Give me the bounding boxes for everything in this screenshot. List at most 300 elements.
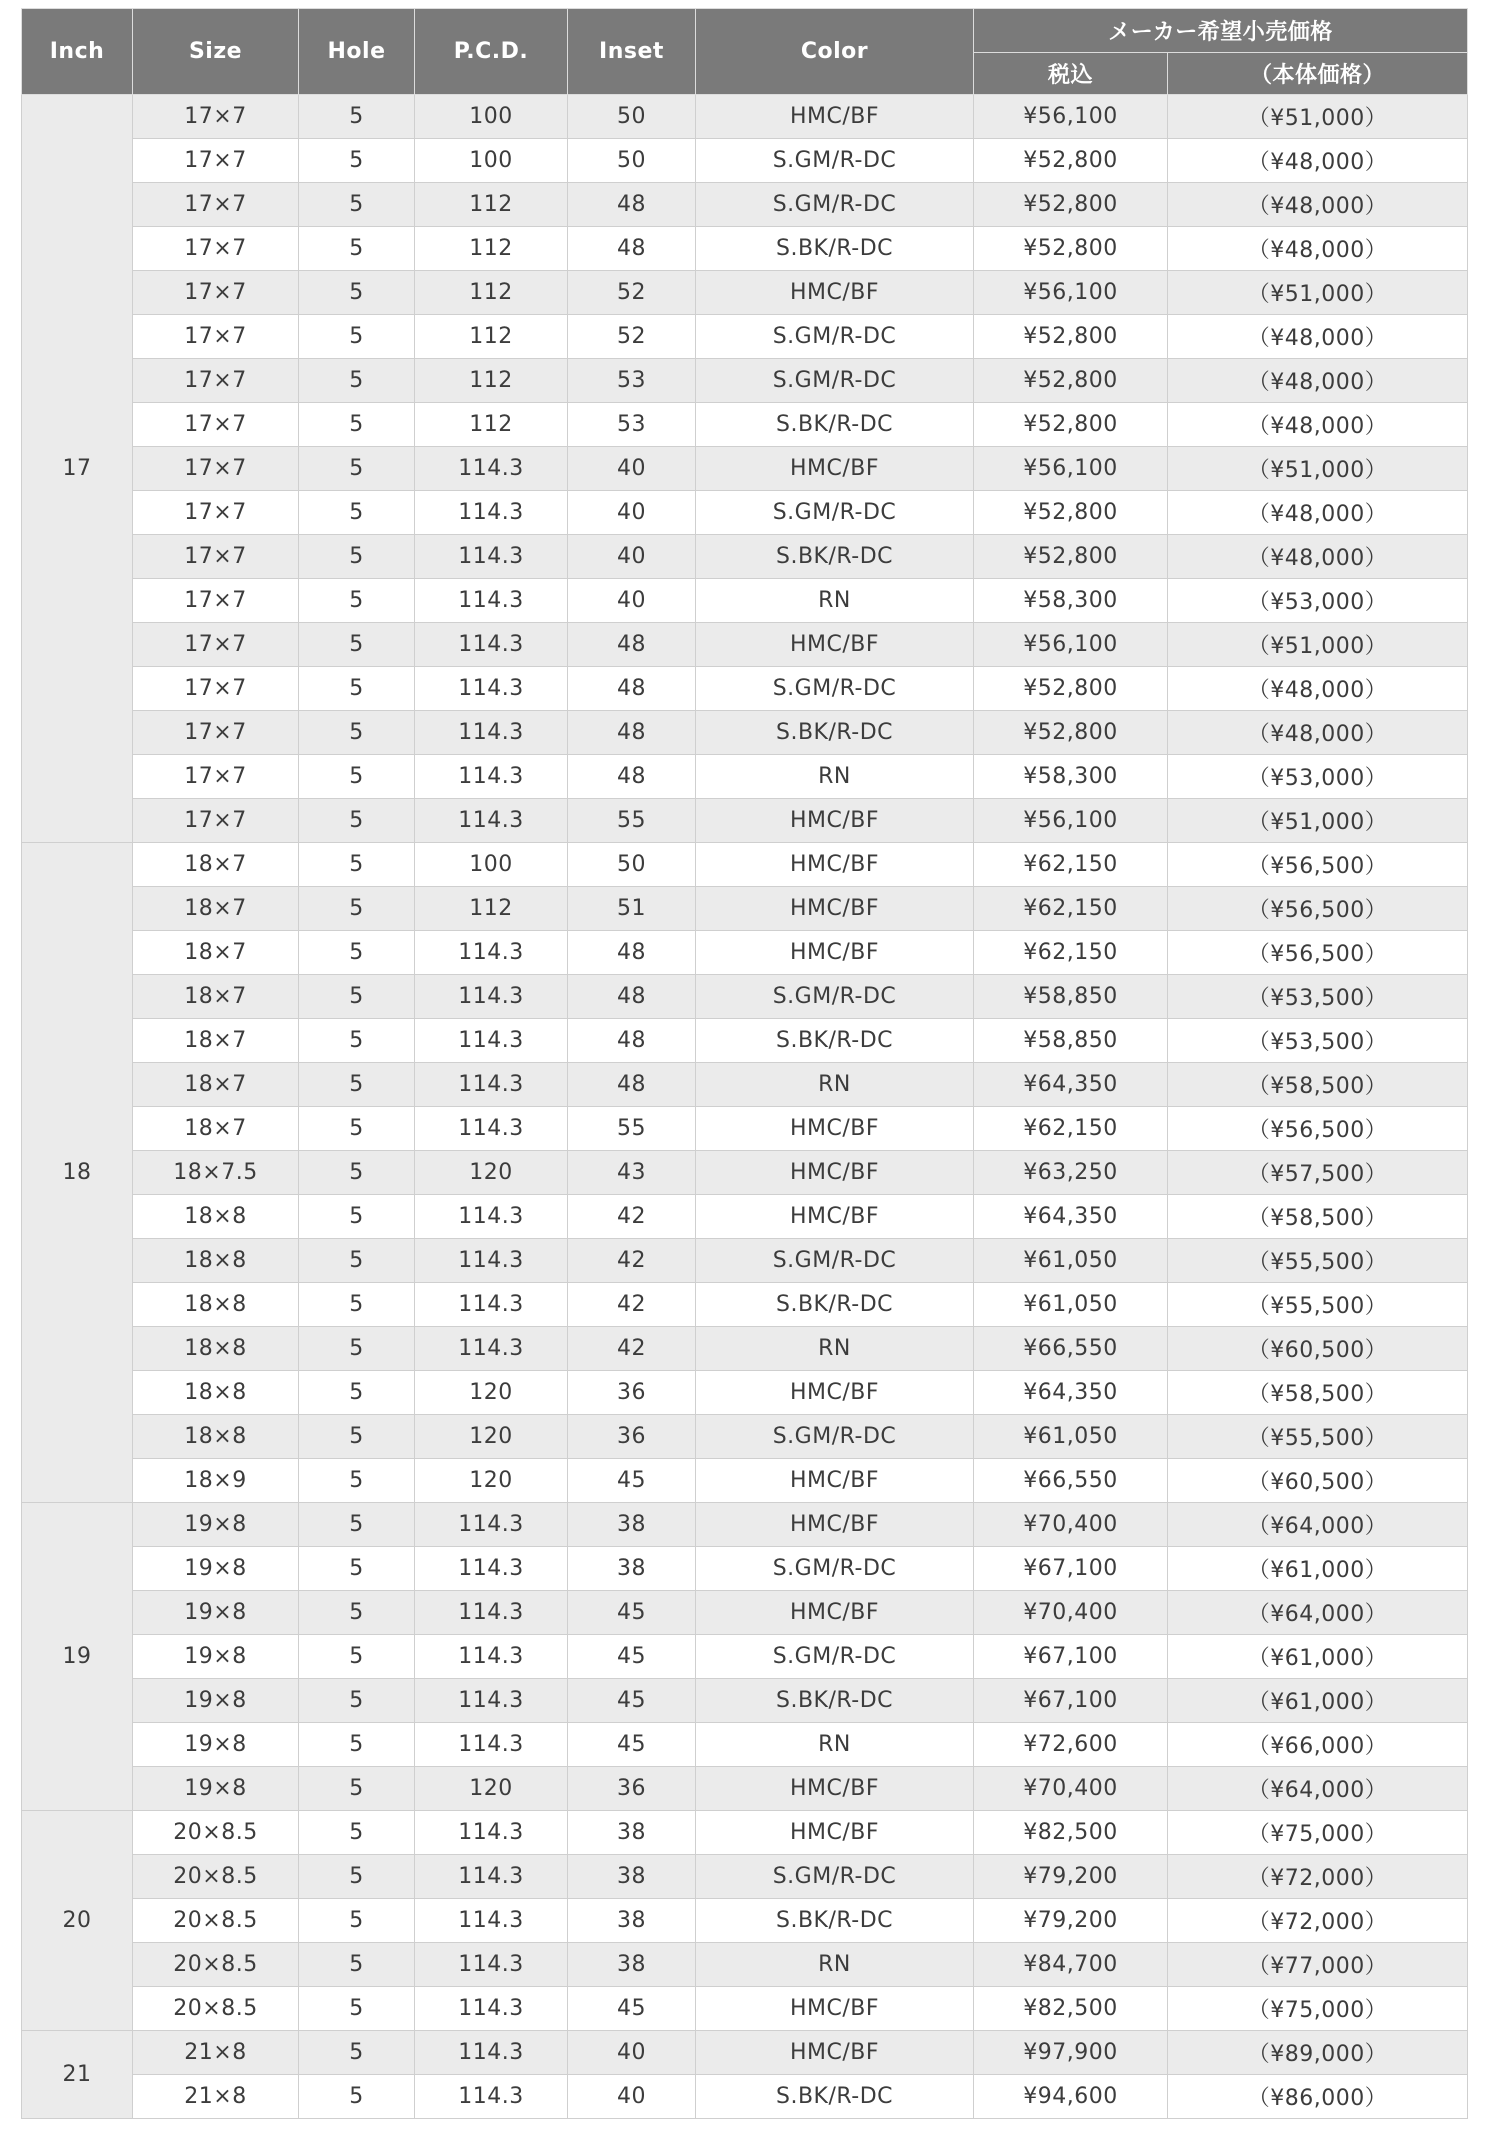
- color-cell: RN: [696, 579, 974, 623]
- hole-cell: 5: [299, 1459, 415, 1503]
- price-tax-cell: ¥70,400: [974, 1767, 1168, 1811]
- table-row: [22, 1415, 1468, 1459]
- price-tax-cell: ¥56,100: [974, 623, 1168, 667]
- size-cell: 19×8: [133, 1591, 299, 1635]
- hole-cell: 5: [299, 1195, 415, 1239]
- pcd-cell: 114.3: [415, 1899, 568, 1943]
- table-row: [22, 1503, 1468, 1547]
- pcd-cell: 114.3: [415, 799, 568, 843]
- price-base-cell: （¥64,000）: [1168, 1767, 1468, 1811]
- price-base-cell: （¥55,500）: [1168, 1415, 1468, 1459]
- table-row: [22, 843, 1468, 887]
- color-cell: S.GM/R-DC: [696, 183, 974, 227]
- table-row: [22, 1855, 1468, 1899]
- pcd-cell: 114.3: [415, 579, 568, 623]
- price-tax-cell: ¥52,800: [974, 359, 1168, 403]
- table-row: [22, 1063, 1468, 1107]
- header-color: Color: [696, 9, 974, 95]
- price-base-cell: （¥48,000）: [1168, 139, 1468, 183]
- inset-cell: 38: [568, 1943, 696, 1987]
- size-cell: 17×7: [133, 271, 299, 315]
- price-base-cell: （¥48,000）: [1168, 403, 1468, 447]
- size-cell: 20×8.5: [133, 1811, 299, 1855]
- price-tax-cell: ¥97,900: [974, 2031, 1168, 2075]
- inset-cell: 48: [568, 227, 696, 271]
- hole-cell: 5: [299, 843, 415, 887]
- price-base-cell: （¥48,000）: [1168, 535, 1468, 579]
- pcd-cell: 114.3: [415, 1811, 568, 1855]
- inset-cell: 43: [568, 1151, 696, 1195]
- table-row: [22, 491, 1468, 535]
- size-cell: 18×7: [133, 1063, 299, 1107]
- price-tax-cell: ¥62,150: [974, 843, 1168, 887]
- inch-group-cell: 17: [22, 95, 133, 843]
- size-cell: 17×7: [133, 667, 299, 711]
- hole-cell: 5: [299, 1679, 415, 1723]
- inset-cell: 42: [568, 1283, 696, 1327]
- color-cell: HMC/BF: [696, 1107, 974, 1151]
- table-row: [22, 579, 1468, 623]
- price-tax-cell: ¥58,850: [974, 1019, 1168, 1063]
- pcd-cell: 100: [415, 139, 568, 183]
- hole-cell: 5: [299, 183, 415, 227]
- price-base-cell: （¥53,000）: [1168, 755, 1468, 799]
- header-pcd: P.C.D.: [415, 9, 568, 95]
- inset-cell: 52: [568, 315, 696, 359]
- inset-cell: 45: [568, 1635, 696, 1679]
- price-tax-cell: ¥61,050: [974, 1415, 1168, 1459]
- price-tax-cell: ¥82,500: [974, 1987, 1168, 2031]
- table-row: [22, 1151, 1468, 1195]
- hole-cell: 5: [299, 755, 415, 799]
- hole-cell: 5: [299, 667, 415, 711]
- inset-cell: 40: [568, 491, 696, 535]
- table-row: [22, 1723, 1468, 1767]
- price-tax-cell: ¥66,550: [974, 1459, 1168, 1503]
- table-row: [22, 1987, 1468, 2031]
- size-cell: 17×7: [133, 139, 299, 183]
- pcd-cell: 114.3: [415, 1107, 568, 1151]
- color-cell: S.BK/R-DC: [696, 1283, 974, 1327]
- inset-cell: 40: [568, 535, 696, 579]
- size-cell: 17×7: [133, 227, 299, 271]
- header-size: Size: [133, 9, 299, 95]
- pcd-cell: 114.3: [415, 1591, 568, 1635]
- color-cell: S.GM/R-DC: [696, 139, 974, 183]
- price-base-cell: （¥72,000）: [1168, 1855, 1468, 1899]
- color-cell: HMC/BF: [696, 1371, 974, 1415]
- inset-cell: 36: [568, 1415, 696, 1459]
- hole-cell: 5: [299, 227, 415, 271]
- table-row: [22, 1899, 1468, 1943]
- price-tax-cell: ¥62,150: [974, 887, 1168, 931]
- hole-cell: 5: [299, 1371, 415, 1415]
- table-row: [22, 271, 1468, 315]
- inset-cell: 55: [568, 1107, 696, 1151]
- price-tax-cell: ¥79,200: [974, 1855, 1168, 1899]
- color-cell: HMC/BF: [696, 799, 974, 843]
- color-cell: S.GM/R-DC: [696, 491, 974, 535]
- size-cell: 19×8: [133, 1679, 299, 1723]
- size-cell: 17×7: [133, 315, 299, 359]
- price-base-cell: （¥64,000）: [1168, 1503, 1468, 1547]
- hole-cell: 5: [299, 139, 415, 183]
- pcd-cell: 114.3: [415, 931, 568, 975]
- hole-cell: 5: [299, 1943, 415, 1987]
- pcd-cell: 114.3: [415, 1679, 568, 1723]
- hole-cell: 5: [299, 1591, 415, 1635]
- color-cell: S.BK/R-DC: [696, 1899, 974, 1943]
- price-tax-cell: ¥52,800: [974, 227, 1168, 271]
- table-row: [22, 1943, 1468, 1987]
- price-base-cell: （¥51,000）: [1168, 447, 1468, 491]
- table-row: [22, 1195, 1468, 1239]
- table-row: [22, 1327, 1468, 1371]
- size-cell: 17×7: [133, 403, 299, 447]
- pcd-cell: 114.3: [415, 975, 568, 1019]
- color-cell: HMC/BF: [696, 623, 974, 667]
- pcd-cell: 100: [415, 95, 568, 139]
- table-row: [22, 755, 1468, 799]
- price-base-cell: （¥75,000）: [1168, 1987, 1468, 2031]
- color-cell: HMC/BF: [696, 95, 974, 139]
- pcd-cell: 120: [415, 1767, 568, 1811]
- color-cell: S.GM/R-DC: [696, 667, 974, 711]
- pcd-cell: 112: [415, 887, 568, 931]
- color-cell: S.GM/R-DC: [696, 1855, 974, 1899]
- price-tax-cell: ¥67,100: [974, 1679, 1168, 1723]
- hole-cell: 5: [299, 1327, 415, 1371]
- inset-cell: 42: [568, 1327, 696, 1371]
- hole-cell: 5: [299, 95, 415, 139]
- size-cell: 17×7: [133, 535, 299, 579]
- price-base-cell: （¥56,500）: [1168, 931, 1468, 975]
- price-base-cell: （¥86,000）: [1168, 2075, 1468, 2119]
- pcd-cell: 112: [415, 359, 568, 403]
- hole-cell: 5: [299, 1283, 415, 1327]
- pcd-cell: 114.3: [415, 2031, 568, 2075]
- inset-cell: 45: [568, 1679, 696, 1723]
- price-tax-cell: ¥56,100: [974, 447, 1168, 491]
- inset-cell: 45: [568, 1591, 696, 1635]
- inset-cell: 53: [568, 403, 696, 447]
- size-cell: 17×7: [133, 447, 299, 491]
- price-tax-cell: ¥52,800: [974, 535, 1168, 579]
- pcd-cell: 114.3: [415, 623, 568, 667]
- size-cell: 17×7: [133, 623, 299, 667]
- color-cell: RN: [696, 1943, 974, 1987]
- price-tax-cell: ¥67,100: [974, 1547, 1168, 1591]
- color-cell: S.GM/R-DC: [696, 1239, 974, 1283]
- pcd-cell: 114.3: [415, 447, 568, 491]
- pcd-cell: 114.3: [415, 2075, 568, 2119]
- inset-cell: 48: [568, 755, 696, 799]
- inset-cell: 38: [568, 1899, 696, 1943]
- inset-cell: 52: [568, 271, 696, 315]
- pcd-cell: 114.3: [415, 667, 568, 711]
- inset-cell: 55: [568, 799, 696, 843]
- hole-cell: 5: [299, 491, 415, 535]
- hole-cell: 5: [299, 1855, 415, 1899]
- price-tax-cell: ¥62,150: [974, 1107, 1168, 1151]
- size-cell: 17×7: [133, 711, 299, 755]
- hole-cell: 5: [299, 799, 415, 843]
- hole-cell: 5: [299, 1239, 415, 1283]
- table-row: [22, 799, 1468, 843]
- hole-cell: 5: [299, 1503, 415, 1547]
- table-row: [22, 95, 1468, 139]
- size-cell: 17×7: [133, 491, 299, 535]
- inset-cell: 36: [568, 1371, 696, 1415]
- table-row: [22, 1635, 1468, 1679]
- hole-cell: 5: [299, 359, 415, 403]
- inset-cell: 48: [568, 623, 696, 667]
- color-cell: S.BK/R-DC: [696, 1679, 974, 1723]
- hole-cell: 5: [299, 1811, 415, 1855]
- hole-cell: 5: [299, 931, 415, 975]
- hole-cell: 5: [299, 1107, 415, 1151]
- color-cell: HMC/BF: [696, 2031, 974, 2075]
- size-cell: 17×7: [133, 579, 299, 623]
- header-base-price: （本体価格）: [1168, 53, 1468, 95]
- size-cell: 18×7: [133, 931, 299, 975]
- color-cell: RN: [696, 1327, 974, 1371]
- table-row: [22, 887, 1468, 931]
- pcd-cell: 112: [415, 403, 568, 447]
- table-row: [22, 139, 1468, 183]
- pcd-cell: 114.3: [415, 711, 568, 755]
- pcd-cell: 114.3: [415, 1547, 568, 1591]
- pcd-cell: 114.3: [415, 1195, 568, 1239]
- inset-cell: 38: [568, 1503, 696, 1547]
- table-row: [22, 183, 1468, 227]
- inset-cell: 48: [568, 667, 696, 711]
- pcd-cell: 120: [415, 1459, 568, 1503]
- color-cell: S.BK/R-DC: [696, 2075, 974, 2119]
- table-row: [22, 1679, 1468, 1723]
- price-base-cell: （¥48,000）: [1168, 491, 1468, 535]
- color-cell: HMC/BF: [696, 931, 974, 975]
- inset-cell: 48: [568, 183, 696, 227]
- price-base-cell: （¥61,000）: [1168, 1547, 1468, 1591]
- price-base-cell: （¥48,000）: [1168, 315, 1468, 359]
- pcd-cell: 114.3: [415, 1635, 568, 1679]
- price-base-cell: （¥61,000）: [1168, 1635, 1468, 1679]
- inset-cell: 38: [568, 1855, 696, 1899]
- table-row: [22, 359, 1468, 403]
- color-cell: HMC/BF: [696, 271, 974, 315]
- price-base-cell: （¥75,000）: [1168, 1811, 1468, 1855]
- price-base-cell: （¥53,500）: [1168, 975, 1468, 1019]
- inset-cell: 45: [568, 1987, 696, 2031]
- pcd-cell: 112: [415, 183, 568, 227]
- price-tax-cell: ¥52,800: [974, 491, 1168, 535]
- size-cell: 18×8: [133, 1195, 299, 1239]
- pcd-cell: 114.3: [415, 755, 568, 799]
- hole-cell: 5: [299, 271, 415, 315]
- size-cell: 19×8: [133, 1723, 299, 1767]
- table-row: [22, 1283, 1468, 1327]
- price-tax-cell: ¥62,150: [974, 931, 1168, 975]
- price-tax-cell: ¥70,400: [974, 1503, 1168, 1547]
- price-tax-cell: ¥67,100: [974, 1635, 1168, 1679]
- hole-cell: 5: [299, 2075, 415, 2119]
- inch-group-cell: 21: [22, 2031, 133, 2119]
- hole-cell: 5: [299, 2031, 415, 2075]
- size-cell: 18×8: [133, 1327, 299, 1371]
- pcd-cell: 120: [415, 1371, 568, 1415]
- price-base-cell: （¥57,500）: [1168, 1151, 1468, 1195]
- price-base-cell: （¥48,000）: [1168, 183, 1468, 227]
- size-cell: 18×8: [133, 1371, 299, 1415]
- color-cell: HMC/BF: [696, 1503, 974, 1547]
- color-cell: S.BK/R-DC: [696, 1019, 974, 1063]
- inset-cell: 48: [568, 975, 696, 1019]
- wheel-price-table: [21, 8, 1468, 2119]
- color-cell: HMC/BF: [696, 1767, 974, 1811]
- price-base-cell: （¥64,000）: [1168, 1591, 1468, 1635]
- price-tax-cell: ¥52,800: [974, 667, 1168, 711]
- size-cell: 20×8.5: [133, 1855, 299, 1899]
- price-base-cell: （¥61,000）: [1168, 1679, 1468, 1723]
- price-tax-cell: ¥66,550: [974, 1327, 1168, 1371]
- pcd-cell: 114.3: [415, 535, 568, 579]
- color-cell: S.GM/R-DC: [696, 1635, 974, 1679]
- price-tax-cell: ¥52,800: [974, 139, 1168, 183]
- inch-group-cell: 20: [22, 1811, 133, 2031]
- table-row: [22, 2031, 1468, 2075]
- table-row: [22, 975, 1468, 1019]
- pcd-cell: 114.3: [415, 1723, 568, 1767]
- price-tax-cell: ¥64,350: [974, 1063, 1168, 1107]
- table-row: [22, 1767, 1468, 1811]
- hole-cell: 5: [299, 1151, 415, 1195]
- inset-cell: 42: [568, 1239, 696, 1283]
- hole-cell: 5: [299, 1723, 415, 1767]
- table-row: [22, 447, 1468, 491]
- inset-cell: 45: [568, 1459, 696, 1503]
- pcd-cell: 100: [415, 843, 568, 887]
- hole-cell: 5: [299, 887, 415, 931]
- table-row: [22, 1591, 1468, 1635]
- inset-cell: 48: [568, 1019, 696, 1063]
- inset-cell: 50: [568, 95, 696, 139]
- price-tax-cell: ¥79,200: [974, 1899, 1168, 1943]
- inset-cell: 45: [568, 1723, 696, 1767]
- price-base-cell: （¥66,000）: [1168, 1723, 1468, 1767]
- color-cell: HMC/BF: [696, 447, 974, 491]
- table-header: [22, 9, 1468, 95]
- inset-cell: 40: [568, 2031, 696, 2075]
- table-row: [22, 535, 1468, 579]
- color-cell: S.GM/R-DC: [696, 315, 974, 359]
- color-cell: HMC/BF: [696, 1811, 974, 1855]
- price-base-cell: （¥51,000）: [1168, 95, 1468, 139]
- color-cell: HMC/BF: [696, 1195, 974, 1239]
- color-cell: HMC/BF: [696, 887, 974, 931]
- color-cell: S.GM/R-DC: [696, 975, 974, 1019]
- hole-cell: 5: [299, 535, 415, 579]
- inset-cell: 42: [568, 1195, 696, 1239]
- size-cell: 21×8: [133, 2031, 299, 2075]
- price-base-cell: （¥58,500）: [1168, 1371, 1468, 1415]
- price-base-cell: （¥55,500）: [1168, 1239, 1468, 1283]
- price-tax-cell: ¥64,350: [974, 1195, 1168, 1239]
- price-base-cell: （¥56,500）: [1168, 843, 1468, 887]
- price-base-cell: （¥51,000）: [1168, 799, 1468, 843]
- color-cell: S.BK/R-DC: [696, 711, 974, 755]
- inset-cell: 38: [568, 1547, 696, 1591]
- hole-cell: 5: [299, 447, 415, 491]
- size-cell: 18×7: [133, 1019, 299, 1063]
- price-tax-cell: ¥61,050: [974, 1283, 1168, 1327]
- inset-cell: 50: [568, 843, 696, 887]
- size-cell: 17×7: [133, 183, 299, 227]
- inset-cell: 40: [568, 2075, 696, 2119]
- hole-cell: 5: [299, 1635, 415, 1679]
- size-cell: 20×8.5: [133, 1899, 299, 1943]
- inset-cell: 38: [568, 1811, 696, 1855]
- hole-cell: 5: [299, 579, 415, 623]
- price-tax-cell: ¥58,300: [974, 579, 1168, 623]
- price-tax-cell: ¥63,250: [974, 1151, 1168, 1195]
- table-row: [22, 711, 1468, 755]
- pcd-cell: 112: [415, 315, 568, 359]
- table-row: [22, 1811, 1468, 1855]
- price-tax-cell: ¥52,800: [974, 183, 1168, 227]
- table-row: [22, 1547, 1468, 1591]
- price-tax-cell: ¥52,800: [974, 711, 1168, 755]
- price-base-cell: （¥58,500）: [1168, 1063, 1468, 1107]
- price-base-cell: （¥77,000）: [1168, 1943, 1468, 1987]
- price-tax-cell: ¥82,500: [974, 1811, 1168, 1855]
- hole-cell: 5: [299, 403, 415, 447]
- size-cell: 18×7.5: [133, 1151, 299, 1195]
- price-tax-cell: ¥52,800: [974, 403, 1168, 447]
- pcd-cell: 112: [415, 227, 568, 271]
- inch-group-cell: 19: [22, 1503, 133, 1811]
- pcd-cell: 114.3: [415, 1503, 568, 1547]
- price-base-cell: （¥55,500）: [1168, 1283, 1468, 1327]
- inset-cell: 53: [568, 359, 696, 403]
- size-cell: 18×8: [133, 1239, 299, 1283]
- price-base-cell: （¥48,000）: [1168, 359, 1468, 403]
- inset-cell: 48: [568, 931, 696, 975]
- inset-cell: 51: [568, 887, 696, 931]
- pcd-cell: 112: [415, 271, 568, 315]
- size-cell: 17×7: [133, 755, 299, 799]
- hole-cell: 5: [299, 315, 415, 359]
- size-cell: 17×7: [133, 95, 299, 139]
- size-cell: 18×7: [133, 843, 299, 887]
- pcd-cell: 114.3: [415, 1327, 568, 1371]
- price-base-cell: （¥58,500）: [1168, 1195, 1468, 1239]
- pcd-cell: 114.3: [415, 1283, 568, 1327]
- size-cell: 18×8: [133, 1415, 299, 1459]
- price-base-cell: （¥60,500）: [1168, 1459, 1468, 1503]
- inset-cell: 50: [568, 139, 696, 183]
- size-cell: 19×8: [133, 1503, 299, 1547]
- hole-cell: 5: [299, 1767, 415, 1811]
- price-base-cell: （¥89,000）: [1168, 2031, 1468, 2075]
- inset-cell: 48: [568, 1063, 696, 1107]
- color-cell: HMC/BF: [696, 1987, 974, 2031]
- hole-cell: 5: [299, 1987, 415, 2031]
- size-cell: 18×7: [133, 1107, 299, 1151]
- wheel-price-table-container: [21, 8, 1467, 2119]
- table-row: [22, 667, 1468, 711]
- price-tax-cell: ¥61,050: [974, 1239, 1168, 1283]
